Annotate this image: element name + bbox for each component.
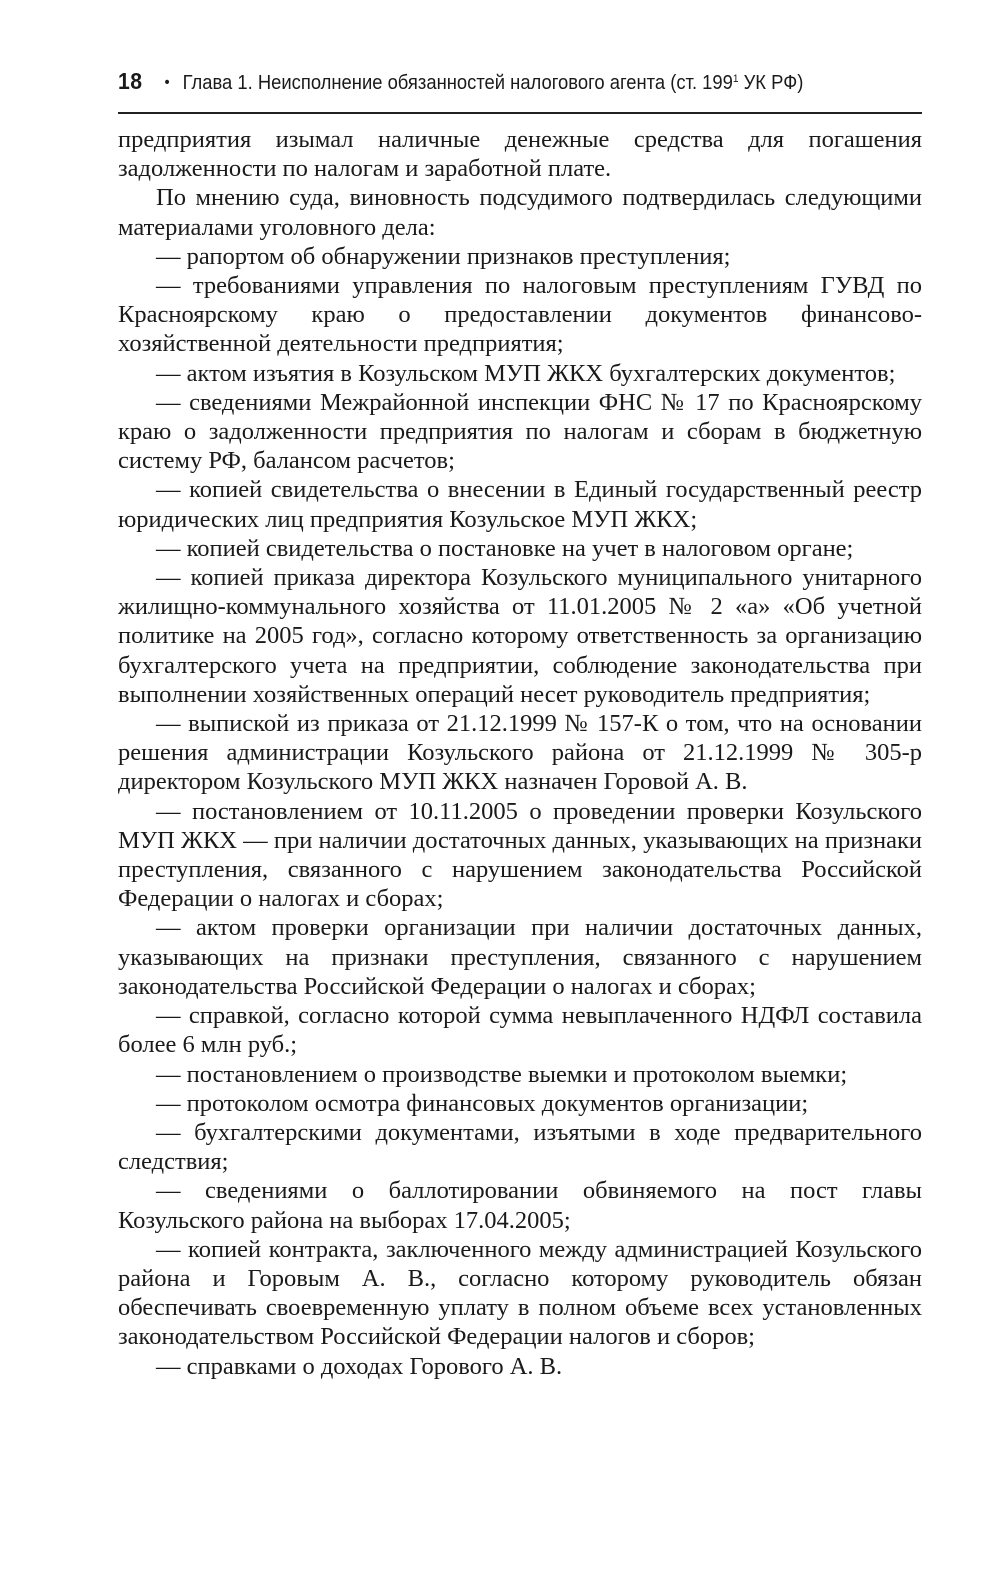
list-item: — актом изъятия в Козульском МУП ЖКХ бухгалтерских документов; [156,359,896,387]
body-text [118,125,922,1381]
chapter-title-tail: УК РФ) [738,72,804,94]
list-item: — копией приказа директора Козульского муниципального унитарного жилищно-коммунального хозяйства от 11.01.2005 № 2 «а» «Об учетной политике на 2005 год», согласно которому ответственность за организацию бухгалтерского учета на предприятии, соблюдение законодательства при выполнении хозяйственных операций несет руководитель предприятия; [118,564,922,708]
list-item: — рапортом об обнаружении признаков преступления; [156,242,731,270]
running-head [118,68,858,104]
paragraph: предприятия изымал наличные денежные средства для погашения задолженности по налогам и заработной плате. [118,126,922,183]
list-item: — копией свидетельства о внесении в Единый государственный реестр юридических лиц предприятия Козульское МУП ЖКХ; [118,476,922,533]
list-item: — постановлением о производстве выемки и протоколом выемки; [156,1060,848,1088]
list-item: — выпиской из приказа от 21.12.1999 № 157-К о том, что на основании решения администрации Козульского района от 21.12.1999 № 305-р директором Козульского МУП ЖКХ назначен Горовой А. В. [118,710,922,796]
list-item: — требованиями управления по налоговым преступлениям ГУВД по Красноярскому краю о предоставлении документов финансово-хозяйственной деятельности предприятия; [118,272,922,358]
chapter-title [183,72,804,95]
book-page [118,68,922,1381]
list-item: — постановлением от 10.11.2005 о проведении проверки Козульского МУП ЖКХ — при наличии достаточных данных, указывающих на признаки преступления, связанного с нарушением законодательства Российской Федерации о налогах и сборах; [118,797,922,913]
list-item: — актом проверки организации при наличии достаточных данных, указывающих на признаки преступления, связанного с нарушением законодательства Российской Федерации о налогах и сборах; [118,914,922,1000]
header-rule [118,112,922,114]
list-item: — бухгалтерскими документами, изъятыми в ходе предварительного следствия; [118,1118,922,1176]
list-item: — копией свидетельства о постановке на учет в налоговом органе; [156,534,854,562]
article-superscript: 1 [732,73,739,85]
list-item: — справками о доходах Горового А. В. [156,1352,563,1380]
list-item: — протоколом осмотра финансовых документов организации; [156,1089,809,1117]
header-bullet: • [164,74,170,91]
paragraph: По мнению суда, виновность подсудимого подтвердилась следующими материалами уголовного дела: [118,184,922,241]
list-item: — сведениями Межрайонной инспекции ФНС № 17 по Красноярскому краю о задолженности предприятия по налогам и сборам в бюджетную систему РФ, балансом расчетов; [118,388,922,475]
page-number: 18 [118,68,143,94]
list-item: — справкой, согласно которой сумма невыплаченного НДФЛ составила более 6 млн руб.; [118,1002,922,1059]
list-item: — сведениями о баллотировании обвиняемого на пост главы Козульского района на выборах 17.04.2005; [118,1177,922,1234]
list-item: — копией контракта, заключенного между администрацией Козульского района и Горовым А. В., согласно которому руководитель обязан обеспечивать своевременную уплату в полном объеме всех установленных законодательством Российской Федерации налогов и сборов; [118,1235,922,1351]
chapter-title-text: Глава 1. Неисполнение обязанностей налогового агента (ст. 199 [182,72,733,94]
